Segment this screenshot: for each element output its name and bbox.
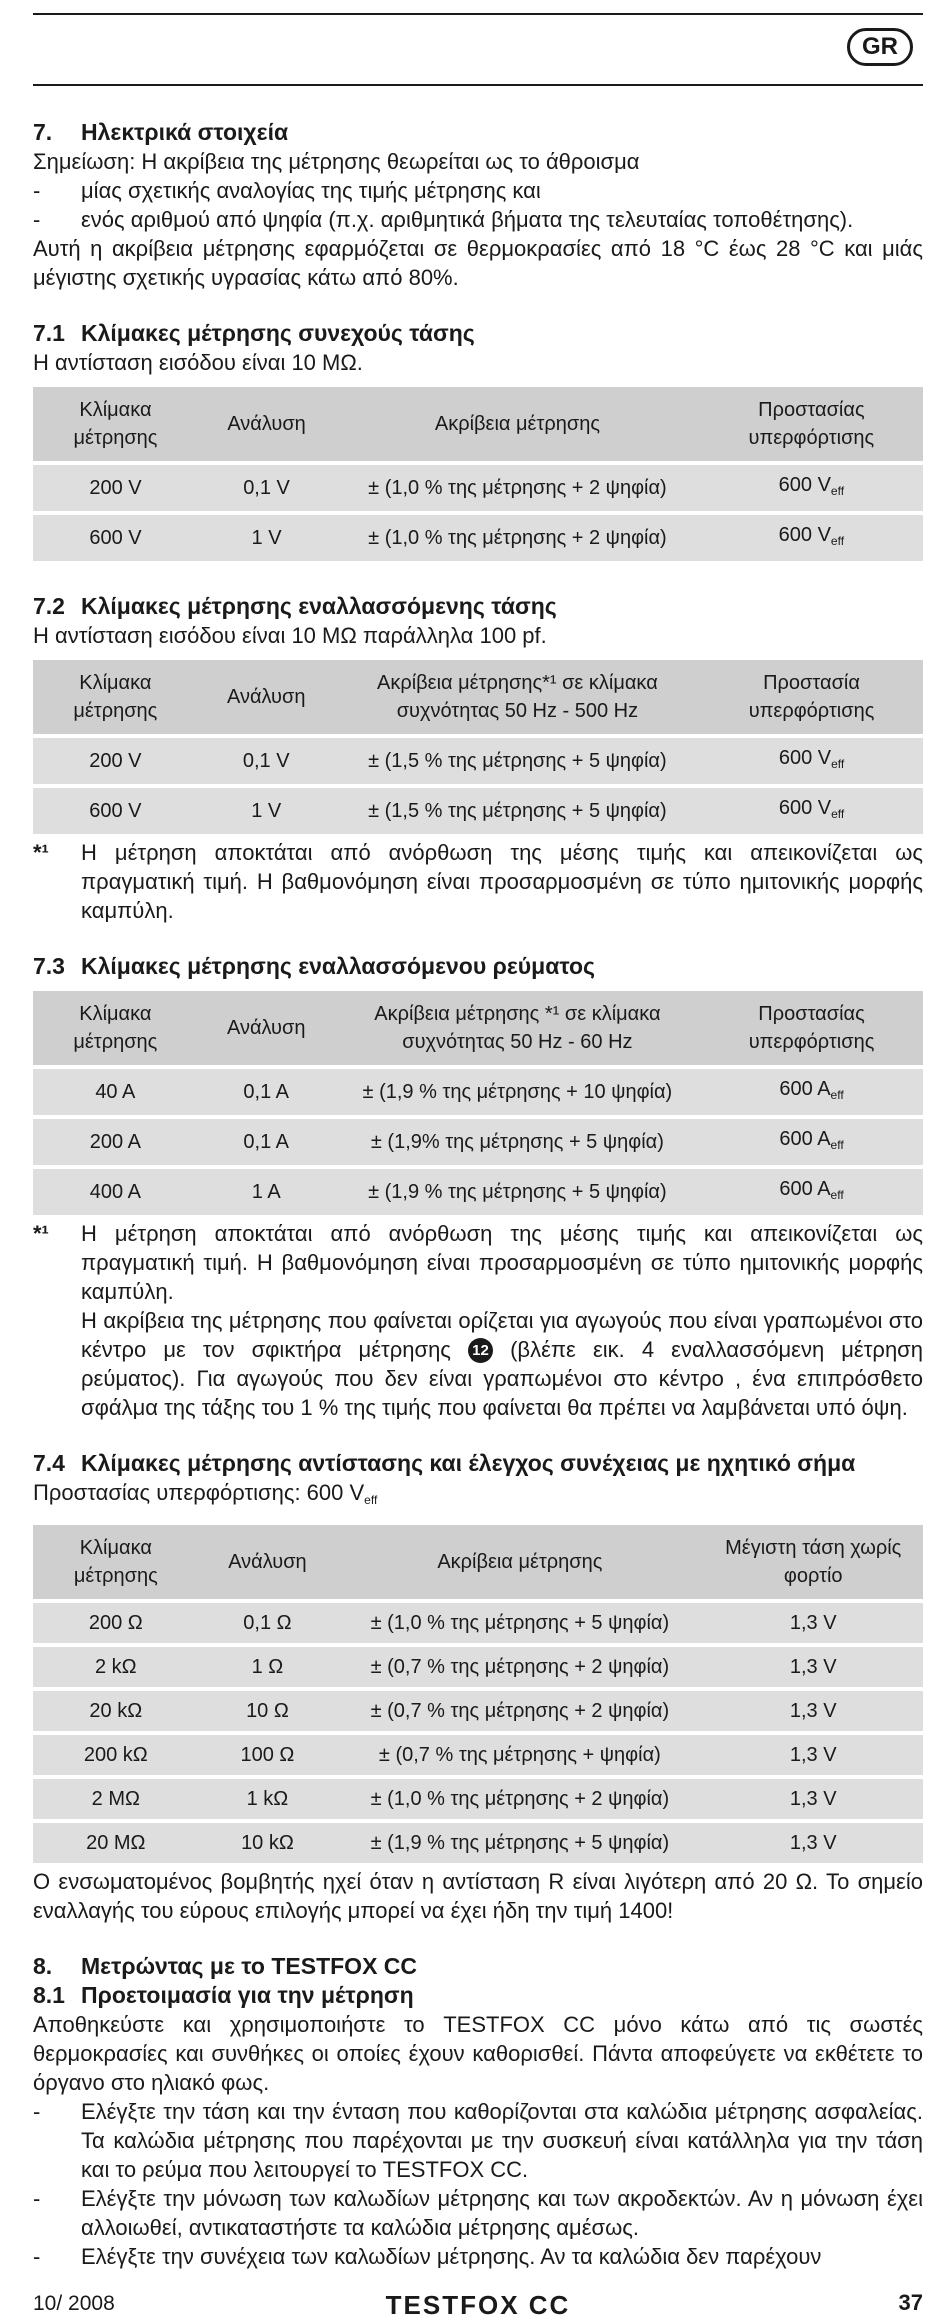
table-header-row <box>33 387 923 461</box>
col-header-accuracy: Ακρίβεια μέτρησης <box>335 387 700 461</box>
section-7-4-subtitle: Προστασίας υπερφόρτισης: 600 $V_{eff}$ <box>33 1480 378 1507</box>
col-header-resolution: Ανάλυση <box>199 1525 337 1599</box>
col-header-resolution: Ανάλυση <box>198 387 335 461</box>
language-badge: GR <box>847 28 913 66</box>
ac-voltage-table <box>33 656 923 838</box>
list-item: - Ελέγξτε την συνέχεια των καλωδίων μέτρησης. Αν τα καλώδια δεν παρέχουν <box>33 2244 822 2269</box>
col-header-accuracy: Ακρίβεια μέτρησης <box>336 1525 703 1599</box>
table-header-row <box>33 991 923 1065</box>
section-7-4-note: Ο ενσωματομένος βομβητής ηχεί όταν η αντίσταση R είναι λιγότερη από 20 Ω. Το σημείο εναλλαγής του εύρους επιλογής μπορεί να έχει ήδη την τιμή 1400! <box>33 1869 923 1923</box>
list-item: - ενός αριθμού από ψηφία (π.χ. αριθμητικά βήματα της τελευταίας τοποθέτησης). <box>33 207 854 232</box>
col-header-resolution: Ανάλυση <box>198 660 335 734</box>
page-content <box>33 118 923 2271</box>
section-8-1-intro: Αποθηκεύστε και χρησιμοποιήστε το TESTFOX CC μόνο κάτω από τις σωστές θερμοκρασίες και συνθήκες οι οποίες έχουν καθορισθεί. Πάντα αποφεύγετε να εκθέτετε το όργανο στο ηλιακό φως. <box>33 2012 923 2095</box>
section-7-1-heading: 7.1 Κλίμακες μέτρησης συνεχούς τάσης <box>33 320 475 346</box>
list-item: - μίας σχετικής αναλογίας της τιμής μέτρησης και <box>33 178 541 203</box>
table-header-row <box>33 1525 923 1599</box>
section-7-intro: Σημείωση: Η ακρίβεια της μέτρησης θεωρείται ως το άθροισμα <box>33 149 640 174</box>
section-7-3-heading: 7.3 Κλίμακες μέτρησης εναλλασσόμενου ρεύματος <box>33 953 596 979</box>
col-header-range: Κλίμακα μέτρησης <box>33 991 198 1065</box>
page-footer <box>33 2290 923 2318</box>
table-row: 400 A 1 A ± (1,9 % της μέτρησης + 5 ψηφία) 600 $A_{eff}$ <box>33 1169 923 1215</box>
page-number: 37 <box>898 2290 923 2315</box>
section-7-1-subtitle: Η αντίσταση εισόδου είναι 10 MΩ. <box>33 350 363 375</box>
top-rule <box>33 13 923 15</box>
table-row: 600 V 1 V ± (1,5 % της μέτρησης + 5 ψηφία) 600 $V_{eff}$ <box>33 788 923 834</box>
section-7-outro: Αυτή η ακρίβεια μέτρησης εφαρμόζεται σε θερμοκρασίες από 18 °C έως 28 °C και μιάς μέγιστης σχετικής υγρασίας κάτω από 80%. <box>33 236 923 290</box>
table-row: 600 V 1 V ± (1,0 % της μέτρησης + 2 ψηφία) 600 $V_{eff}$ <box>33 515 923 561</box>
clamp-marker-badge: 12 <box>468 1338 493 1363</box>
col-header-range: Κλίμακα μέτρησης <box>33 660 198 734</box>
table-row: 2 kΩ 1 Ω ± (0,7 % της μέτρησης + 2 ψηφία) 1,3 V <box>33 1647 923 1687</box>
col-header-max-voltage: Μέγιστη τάση χωρίς φορτίο <box>703 1525 923 1599</box>
section-8-1-heading: 8.1 Προετοιμασία για την μέτρηση <box>33 1982 414 2008</box>
footer-brand: TESTFOX CC <box>385 2290 571 2320</box>
table-row: 2 MΩ 1 kΩ ± (1,0 % της μέτρησης + 2 ψηφία) 1,3 V <box>33 1779 923 1819</box>
table-row: 200 A 0,1 A ± (1,9% της μέτρησης + 5 ψηφία) 600 $A_{eff}$ <box>33 1119 923 1165</box>
header-rule <box>33 84 923 86</box>
section-7-2-heading: 7.2 Κλίμακες μέτρησης εναλλασσόμενης τάσης <box>33 593 557 619</box>
section-8-heading: 8. Μετρώντας με το TESTFOX CC <box>33 1953 418 1979</box>
table-row: 200 V 0,1 V ± (1,0 % της μέτρησης + 2 ψηφία) 600 $V_{eff}$ <box>33 465 923 511</box>
col-header-resolution: Ανάλυση <box>198 991 335 1065</box>
dc-voltage-table <box>33 383 923 565</box>
footer-date: 10/ 2008 <box>33 2292 115 2315</box>
ac-current-table <box>33 987 923 1219</box>
table-row: 20 MΩ 10 kΩ ± (1,9 % της μέτρησης + 5 ψηφία) 1,3 V <box>33 1823 923 1863</box>
table-row: 200 V 0,1 V ± (1,5 % της μέτρησης + 5 ψηφία) 600 $V_{eff}$ <box>33 738 923 784</box>
col-header-protection: Προστασίας υπερφόρτισης <box>700 991 923 1065</box>
col-header-protection: Προστασίας υπερφόρτισης <box>700 387 923 461</box>
section-7-2-subtitle: Η αντίσταση εισόδου είναι 10 MΩ παράλληλα 100 pf. <box>33 623 547 648</box>
col-header-accuracy: Ακρίβεια μέτρησης*¹ σε κλίμακα συχνότητας 50 Hz - 500 Hz <box>335 660 700 734</box>
col-header-range: Κλίμακα μέτρησης <box>33 1525 199 1599</box>
resistance-table <box>33 1521 923 1867</box>
table-row: 200 kΩ 100 Ω ± (0,7 % της μέτρησης + ψηφία) 1,3 V <box>33 1735 923 1775</box>
table-header-row <box>33 660 923 734</box>
table-row: 40 A 0,1 A ± (1,9 % της μέτρησης + 10 ψηφία) 600 $A_{eff}$ <box>33 1069 923 1115</box>
col-header-protection: Προστασία υπερφόρτισης <box>700 660 923 734</box>
col-header-range: Κλίμακα μέτρησης <box>33 387 198 461</box>
table-row: 200 Ω 0,1 Ω ± (1,0 % της μέτρησης + 5 ψηφία) 1,3 V <box>33 1603 923 1643</box>
col-header-accuracy: Ακρίβεια μέτρησης *¹ σε κλίμακα συχνότητας 50 Hz - 60 Hz <box>335 991 700 1065</box>
footnote: *¹ Η μέτρηση αποκτάται από ανόρθωση της μέσης τιμής και απεικονίζεται ως πραγματική τιμή. Η βαθμονόμηση είναι προσαρμοσμένη σε τύπο ημιτονικής μορφής καμπύλη. <box>33 840 923 923</box>
table-row: 20 kΩ 10 Ω ± (0,7 % της μέτρησης + 2 ψηφία) 1,3 V <box>33 1691 923 1731</box>
footnote: *¹ Η μέτρηση αποκτάται από ανόρθωση της μέσης τιμής και απεικονίζεται ως πραγματική τιμή. Η βαθμονόμηση είναι προσαρμοσμένη σε τύπο ημιτονικής μορφής καμπύλη. Η ακρίβεια της μέτρησης που φαίνεται ορίζεται για αγωγούς που είναι γραπωμένοι στο κέντρο με τον σφικτήρα μέτρησης 12 (βλέπε εικ. 4 εναλλασσόμενη μέτρηση ρεύματος). Για αγωγούς που δεν είναι γραπωμένοι στο κέντρο , ένα επιπρόσθετο σφάλμα της τάξης του 1 % της τιμής που φαίνεται θα πρέπει να λαμβάνεται υπό όψη. <box>33 1221 923 1420</box>
section-7-4-heading: 7.4 Κλίμακες μέτρησης αντίστασης και έλεγχος συνέχειας με ηχητικό σήμα <box>33 1450 856 1476</box>
list-item: - Ελέγξτε την μόνωση των καλωδίων μέτρησης και των ακροδεκτών. Αν η μόνωση έχει αλλοιωθεί, αντικαταστήστε τα καλώδια μέτρησης αμέσως. <box>33 2186 923 2240</box>
list-item: - Ελέγξτε την τάση και την ένταση που καθορίζονται στα καλώδια μέτρησης ασφαλείας. Τα καλώδια μέτρησης που παρέχονται με την συσκευή είναι κατάλληλα για την τάση και το ρεύμα που λειτουργεί το TESTFOX CC. <box>33 2099 923 2182</box>
section-7-heading: 7. Ηλεκτρικά στοιχεία <box>33 119 289 145</box>
